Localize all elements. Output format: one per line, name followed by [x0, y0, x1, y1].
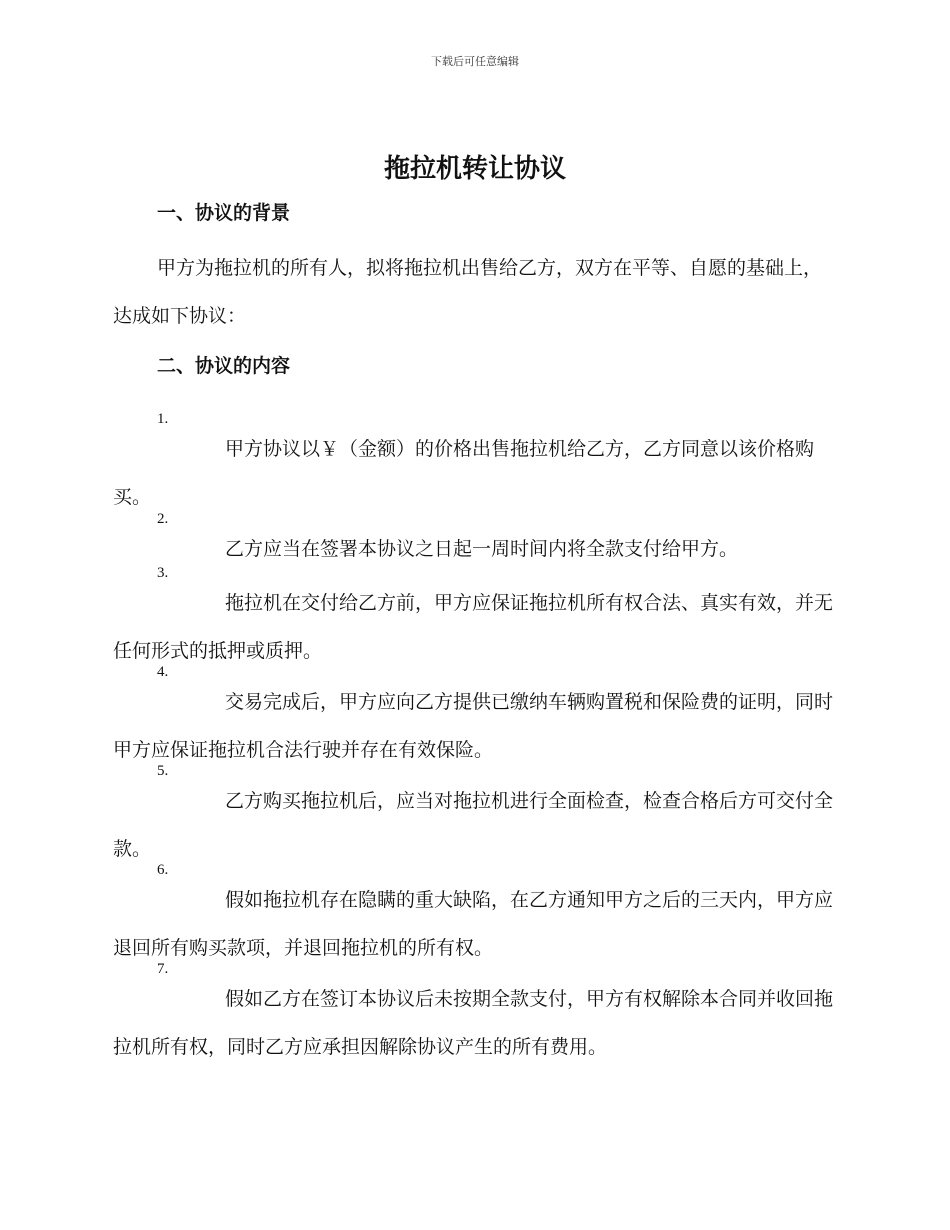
clause-number: 5.	[157, 763, 169, 779]
clause-number: 7.	[157, 961, 169, 977]
header-note: 下载后可任意编辑	[431, 55, 519, 68]
section-heading-background: 一、协议的背景	[157, 202, 291, 224]
document-title: 拖拉机转让协议	[383, 154, 566, 184]
clause-number: 1.	[157, 411, 169, 427]
clause-text: 乙方购买拖拉机后，应当对拖拉机进行全面检查，检查合格后方可交付全款。	[113, 790, 834, 860]
clause-number: 2.	[157, 511, 169, 527]
clause-number: 3.	[157, 565, 169, 581]
section-heading-content: 二、协议的内容	[157, 355, 291, 377]
clause-text: 假如拖拉机存在隐瞒的重大缺陷，在乙方通知甲方之后的三天内，甲方应退回所有购买款项，并退回拖拉机的所有权。	[113, 889, 834, 959]
clause-text: 交易完成后，甲方应向乙方提供已缴纳车辆购置税和保险费的证明，同时甲方应保证拖拉机合法行驶并存在有效保险。	[113, 691, 834, 761]
clause-text: 甲方协议以￥（金额）的价格出售拖拉机给乙方，乙方同意以该价格购买。	[113, 438, 815, 508]
clause-number: 4.	[157, 664, 169, 680]
clause-text: 假如乙方在签订本协议后未按期全款支付，甲方有权解除本合同并收回拖拉机所有权，同时乙方应承担因解除协议产生的所有费用。	[113, 988, 834, 1058]
background-paragraph: 甲方为拖拉机的所有人，拟将拖拉机出售给乙方，双方在平等、自愿的基础上，达成如下协议：	[113, 257, 823, 327]
clause-text: 拖拉机在交付给乙方前，甲方应保证拖拉机所有权合法、真实有效，并无任何形式的抵押或质押。	[113, 592, 834, 662]
clause-text: 乙方应当在签署本协议之日起一周时间内将全款支付给甲方。	[225, 538, 739, 560]
clause-number: 6.	[157, 862, 169, 878]
clause-item	[113, 954, 838, 1071]
